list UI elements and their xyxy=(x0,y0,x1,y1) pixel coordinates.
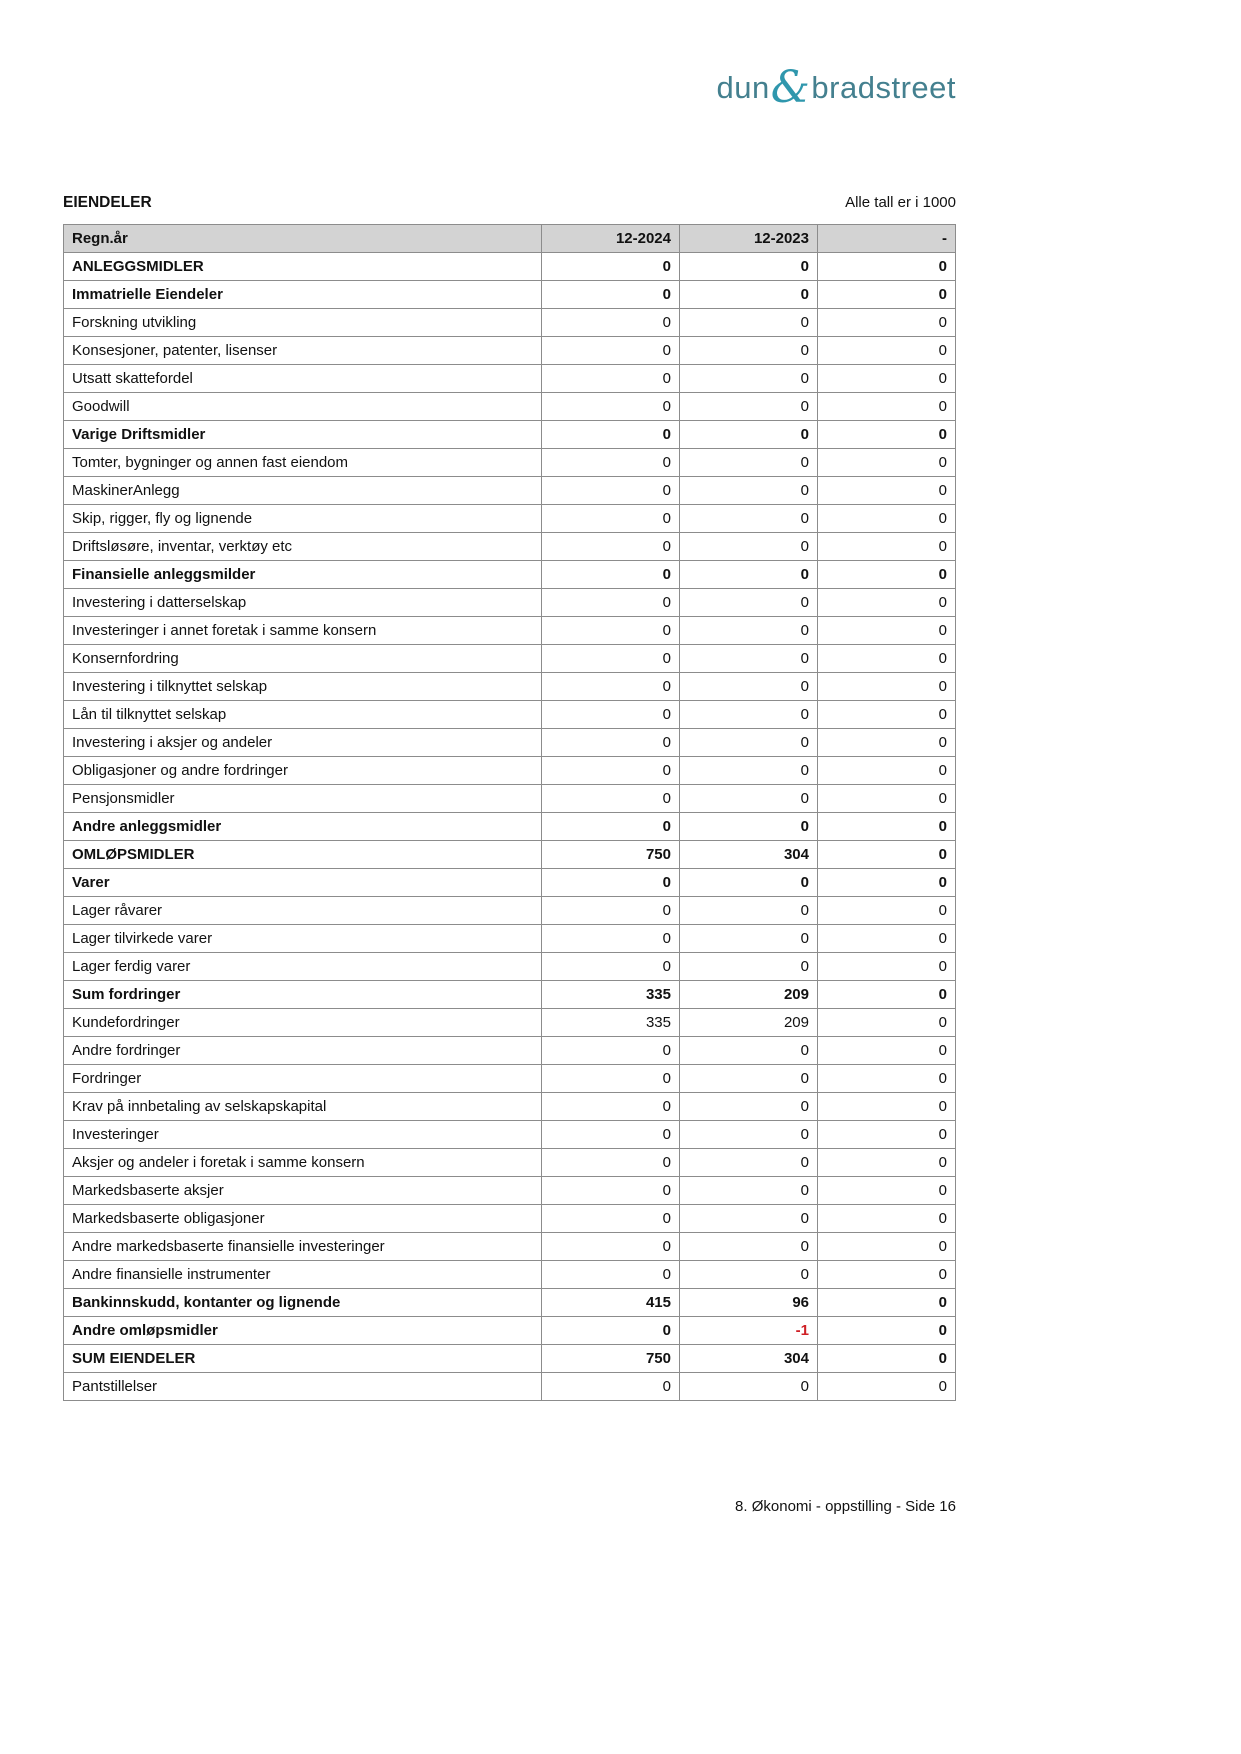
footer-page-label: 8. Økonomi - oppstilling - Side 16 xyxy=(735,1498,956,1515)
row-value: 0 xyxy=(542,785,680,813)
row-label: Tomter, bygninger og annen fast eiendom xyxy=(64,449,542,477)
row-value: 0 xyxy=(680,589,818,617)
row-value: 0 xyxy=(818,813,956,841)
row-value: 0 xyxy=(542,505,680,533)
row-value: 0 xyxy=(680,505,818,533)
row-value: 0 xyxy=(818,729,956,757)
table-row xyxy=(64,477,956,505)
row-value: 0 xyxy=(818,1317,956,1345)
row-value: 0 xyxy=(680,1121,818,1149)
row-label: Lån til tilknyttet selskap xyxy=(64,701,542,729)
table-row xyxy=(64,1317,956,1345)
row-value: 0 xyxy=(542,309,680,337)
row-label: MaskinerAnlegg xyxy=(64,477,542,505)
row-value: 0 xyxy=(818,309,956,337)
table-row xyxy=(64,981,956,1009)
row-value: 0 xyxy=(542,533,680,561)
table-row xyxy=(64,729,956,757)
row-value: 0 xyxy=(818,505,956,533)
row-value: 0 xyxy=(818,1149,956,1177)
table-row xyxy=(64,701,956,729)
row-label: Obligasjoner og andre fordringer xyxy=(64,757,542,785)
row-label: Immatrielle Eiendeler xyxy=(64,281,542,309)
row-value: 0 xyxy=(818,673,956,701)
table-row xyxy=(64,393,956,421)
row-value: 304 xyxy=(680,841,818,869)
table-row xyxy=(64,1093,956,1121)
row-value: 0 xyxy=(542,1065,680,1093)
row-label: Markedsbaserte obligasjoner xyxy=(64,1205,542,1233)
table-row xyxy=(64,869,956,897)
logo-word-bradstreet: bradstreet xyxy=(811,70,956,105)
row-value: 0 xyxy=(680,337,818,365)
row-value: 0 xyxy=(680,1205,818,1233)
row-value: 0 xyxy=(542,589,680,617)
row-value: 0 xyxy=(680,897,818,925)
row-value: 0 xyxy=(680,617,818,645)
row-value: 0 xyxy=(818,841,956,869)
row-value: 0 xyxy=(818,393,956,421)
table-row xyxy=(64,1065,956,1093)
row-value: 415 xyxy=(542,1289,680,1317)
table-row xyxy=(64,1121,956,1149)
row-label: Konsernfordring xyxy=(64,645,542,673)
row-label: Forskning utvikling xyxy=(64,309,542,337)
row-value: 0 xyxy=(818,1177,956,1205)
table-row xyxy=(64,533,956,561)
table-row xyxy=(64,421,956,449)
row-value: 209 xyxy=(680,981,818,1009)
row-label: Fordringer xyxy=(64,1065,542,1093)
units-note: Alle tall er i 1000 xyxy=(845,194,956,211)
row-value: 0 xyxy=(680,757,818,785)
row-value: 0 xyxy=(542,393,680,421)
row-label: Investering i aksjer og andeler xyxy=(64,729,542,757)
row-value: 0 xyxy=(818,1065,956,1093)
table-row xyxy=(64,1037,956,1065)
row-label: Utsatt skattefordel xyxy=(64,365,542,393)
row-value: 0 xyxy=(818,281,956,309)
row-value: 0 xyxy=(680,869,818,897)
table-row xyxy=(64,925,956,953)
row-label: Varige Driftsmidler xyxy=(64,421,542,449)
table-row xyxy=(64,1233,956,1261)
row-value: 0 xyxy=(680,673,818,701)
row-value: 0 xyxy=(542,449,680,477)
row-value: 0 xyxy=(680,309,818,337)
row-value: 0 xyxy=(818,1009,956,1037)
row-value: 0 xyxy=(542,953,680,981)
title-row xyxy=(63,194,956,212)
table-row xyxy=(64,673,956,701)
row-label: Aksjer og andeler i foretak i samme konsern xyxy=(64,1149,542,1177)
logo-word-dun: dun xyxy=(716,70,770,105)
row-value: 750 xyxy=(542,1345,680,1373)
row-value: 0 xyxy=(680,813,818,841)
row-value: 0 xyxy=(818,1037,956,1065)
row-value: 0 xyxy=(542,645,680,673)
row-label: Finansielle anleggsmilder xyxy=(64,561,542,589)
dun-and-bradstreet-logo: dun & bradstreet xyxy=(716,62,956,113)
row-value: 0 xyxy=(818,449,956,477)
table-row xyxy=(64,617,956,645)
row-value: 0 xyxy=(680,701,818,729)
row-value: 0 xyxy=(818,617,956,645)
row-label: Kundefordringer xyxy=(64,1009,542,1037)
table-row xyxy=(64,1149,956,1177)
table-row xyxy=(64,897,956,925)
row-value: 0 xyxy=(542,1317,680,1345)
row-value: 0 xyxy=(542,1177,680,1205)
row-label: Andre omløpsmidler xyxy=(64,1317,542,1345)
header-cell-12-2024: 12-2024 xyxy=(542,225,680,253)
balance-table-body xyxy=(64,253,956,1401)
table-header-row xyxy=(64,225,956,253)
row-value: 0 xyxy=(680,953,818,981)
row-value: 0 xyxy=(680,449,818,477)
row-value: 0 xyxy=(680,1093,818,1121)
row-label: Markedsbaserte aksjer xyxy=(64,1177,542,1205)
table-row xyxy=(64,813,956,841)
row-value: 0 xyxy=(818,477,956,505)
row-value: 0 xyxy=(680,785,818,813)
row-value: 0 xyxy=(542,281,680,309)
row-value: 0 xyxy=(680,645,818,673)
row-value: 0 xyxy=(542,1121,680,1149)
table-row xyxy=(64,1345,956,1373)
row-value: 0 xyxy=(818,337,956,365)
row-value: 0 xyxy=(818,533,956,561)
row-value: 0 xyxy=(680,1261,818,1289)
row-label: Skip, rigger, fly og lignende xyxy=(64,505,542,533)
row-value: 0 xyxy=(542,701,680,729)
row-value: 335 xyxy=(542,1009,680,1037)
row-value: 0 xyxy=(680,1373,818,1401)
row-value: 0 xyxy=(542,1037,680,1065)
row-label: Bankinnskudd, kontanter og lignende xyxy=(64,1289,542,1317)
row-value: 0 xyxy=(680,253,818,281)
row-label: Pantstillelser xyxy=(64,1373,542,1401)
row-value: 0 xyxy=(680,281,818,309)
row-label: Krav på innbetaling av selskapskapital xyxy=(64,1093,542,1121)
row-value: 0 xyxy=(542,365,680,393)
row-value: 304 xyxy=(680,1345,818,1373)
row-value: 0 xyxy=(542,757,680,785)
table-row xyxy=(64,1009,956,1037)
row-value: 0 xyxy=(542,1261,680,1289)
row-value: 0 xyxy=(680,365,818,393)
row-value: 0 xyxy=(818,645,956,673)
header-cell-regnar: Regn.år xyxy=(64,225,542,253)
row-value: 335 xyxy=(542,981,680,1009)
header-cell-dash: - xyxy=(818,225,956,253)
row-value: 0 xyxy=(542,869,680,897)
row-value: 0 xyxy=(680,1233,818,1261)
row-label: Sum fordringer xyxy=(64,981,542,1009)
row-value: 96 xyxy=(680,1289,818,1317)
row-value: 0 xyxy=(818,1205,956,1233)
row-value: 0 xyxy=(818,1261,956,1289)
row-value: 750 xyxy=(542,841,680,869)
row-value: 0 xyxy=(818,365,956,393)
row-value: 0 xyxy=(542,1149,680,1177)
table-row xyxy=(64,785,956,813)
row-label: Investering i datterselskap xyxy=(64,589,542,617)
row-value: 0 xyxy=(680,1177,818,1205)
row-label: Lager tilvirkede varer xyxy=(64,925,542,953)
row-label: Driftsløsøre, inventar, verktøy etc xyxy=(64,533,542,561)
row-label: Konsesjoner, patenter, lisenser xyxy=(64,337,542,365)
row-value: 0 xyxy=(680,561,818,589)
table-row xyxy=(64,281,956,309)
row-value: 0 xyxy=(818,1373,956,1401)
page-title: EIENDELER xyxy=(63,194,152,211)
row-value: 0 xyxy=(818,421,956,449)
row-value: -1 xyxy=(680,1317,818,1345)
row-label: Andre anleggsmidler xyxy=(64,813,542,841)
row-value: 0 xyxy=(542,337,680,365)
row-value: 0 xyxy=(542,1233,680,1261)
table-row xyxy=(64,561,956,589)
table-row xyxy=(64,1261,956,1289)
table-row xyxy=(64,309,956,337)
row-value: 0 xyxy=(680,533,818,561)
row-value: 0 xyxy=(818,1345,956,1373)
row-label: Lager ferdig varer xyxy=(64,953,542,981)
balance-sheet-table xyxy=(63,224,956,1401)
row-value: 0 xyxy=(818,757,956,785)
row-label: OMLØPSMIDLER xyxy=(64,841,542,869)
report-page xyxy=(63,0,956,1754)
row-value: 0 xyxy=(818,869,956,897)
row-value: 0 xyxy=(818,701,956,729)
table-row xyxy=(64,589,956,617)
row-value: 0 xyxy=(680,477,818,505)
row-value: 0 xyxy=(680,1149,818,1177)
row-value: 0 xyxy=(818,1093,956,1121)
row-value: 0 xyxy=(680,729,818,757)
row-value: 0 xyxy=(542,1093,680,1121)
table-row xyxy=(64,953,956,981)
row-label: Investering i tilknyttet selskap xyxy=(64,673,542,701)
row-label: Pensjonsmidler xyxy=(64,785,542,813)
row-value: 0 xyxy=(542,813,680,841)
row-value: 0 xyxy=(542,253,680,281)
row-label: Andre markedsbaserte finansielle investeringer xyxy=(64,1233,542,1261)
row-label: Investeringer i annet foretak i samme konsern xyxy=(64,617,542,645)
table-row xyxy=(64,337,956,365)
row-value: 0 xyxy=(542,1373,680,1401)
table-row xyxy=(64,841,956,869)
row-label: ANLEGGSMIDLER xyxy=(64,253,542,281)
row-value: 0 xyxy=(542,477,680,505)
table-row xyxy=(64,1373,956,1401)
row-value: 0 xyxy=(542,1205,680,1233)
row-label: Lager råvarer xyxy=(64,897,542,925)
row-value: 0 xyxy=(680,925,818,953)
row-value: 0 xyxy=(818,981,956,1009)
row-value: 0 xyxy=(680,1065,818,1093)
row-value: 0 xyxy=(680,421,818,449)
row-value: 0 xyxy=(680,1037,818,1065)
table-row xyxy=(64,1289,956,1317)
row-value: 0 xyxy=(818,1289,956,1317)
row-value: 0 xyxy=(818,925,956,953)
row-value: 0 xyxy=(542,729,680,757)
row-value: 0 xyxy=(818,253,956,281)
row-value: 0 xyxy=(680,393,818,421)
table-row xyxy=(64,449,956,477)
row-value: 0 xyxy=(542,421,680,449)
table-row xyxy=(64,645,956,673)
table-row xyxy=(64,253,956,281)
row-value: 0 xyxy=(818,785,956,813)
row-label: Goodwill xyxy=(64,393,542,421)
table-row xyxy=(64,1177,956,1205)
row-value: 0 xyxy=(542,561,680,589)
row-value: 0 xyxy=(818,589,956,617)
row-value: 0 xyxy=(818,1121,956,1149)
row-label: SUM EIENDELER xyxy=(64,1345,542,1373)
table-row xyxy=(64,505,956,533)
header-cell-12-2023: 12-2023 xyxy=(680,225,818,253)
row-label: Investeringer xyxy=(64,1121,542,1149)
row-label: Andre finansielle instrumenter xyxy=(64,1261,542,1289)
row-value: 0 xyxy=(818,953,956,981)
table-row xyxy=(64,757,956,785)
row-label: Andre fordringer xyxy=(64,1037,542,1065)
row-value: 0 xyxy=(542,673,680,701)
table-row xyxy=(64,365,956,393)
row-value: 0 xyxy=(818,561,956,589)
row-value: 0 xyxy=(542,617,680,645)
row-value: 0 xyxy=(542,925,680,953)
row-label: Varer xyxy=(64,869,542,897)
row-value: 0 xyxy=(818,897,956,925)
row-value: 0 xyxy=(542,897,680,925)
row-value: 0 xyxy=(818,1233,956,1261)
row-value: 209 xyxy=(680,1009,818,1037)
table-row xyxy=(64,1205,956,1233)
